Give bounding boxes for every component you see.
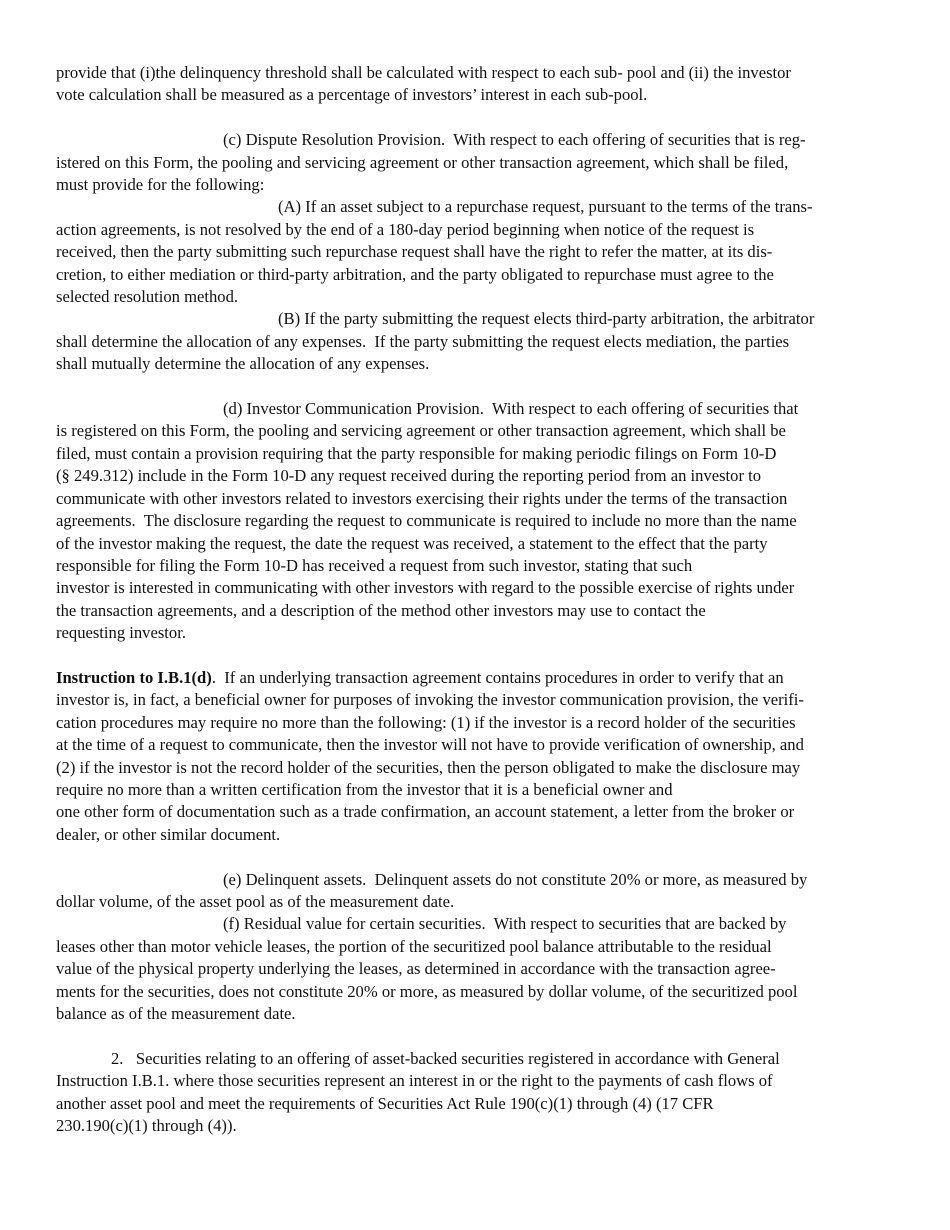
text-line: the transaction agreements, and a description of the method other investors may use to contact the: [56, 600, 706, 620]
text-line: communicate with other investors related to investors exercising their rights under the terms of the transaction: [56, 488, 788, 508]
section-e-delinquent-assets: [56, 869, 898, 914]
text-line: responsible for filing the Form 10-D has received a request from such investor, stating that such: [56, 555, 693, 575]
text-line: one other form of documentation such as a trade confirmation, an account statement, a letter from the broker or: [56, 802, 795, 822]
instruction-paragraph: [56, 667, 898, 846]
text-line: at the time of a request to communicate, then the investor will not have to provide verification of ownership, and: [56, 735, 804, 755]
instruction-first-line-text: . If an underlying transaction agreement contains procedures in order to verify that an: [211, 667, 784, 687]
text-line: another asset pool and meet the requirements of Securities Act Rule 190(c)(1) through (4) (17 CFR: [56, 1093, 714, 1113]
text-line: require no more than a written certification from the investor that it is a beneficial owner and: [56, 779, 673, 799]
text-line: 230.190(c)(1) through (4)).: [56, 1116, 237, 1136]
instruction-first-line: [56, 667, 898, 689]
intro-paragraph: [56, 62, 898, 107]
text-line: cation procedures may require no more than the following: (1) if the investor is a record holder of the securities: [56, 712, 796, 732]
text-line: (§ 249.312) include in the Form 10-D any request received during the reporting period from an investor to: [56, 466, 762, 486]
section-c-item-a: [56, 196, 898, 308]
text-line: value of the physical property underlying the leases, as determined in accordance with the transaction agree-: [56, 959, 776, 979]
item-b-heading-line: (B) If the party submitting the request elects third-party arbitration, the arbitrator: [278, 309, 815, 329]
instruction-label: Instruction to I.B.1(d): [56, 667, 212, 687]
text-line: of the investor making the request, the date the request was received, a statement to the effect that the party: [56, 533, 768, 553]
text-line: action agreements, is not resolved by the end of a 180-day period beginning when notice of the request is: [56, 219, 755, 239]
section-e-heading-line: (e) Delinquent assets. Delinquent assets do not constitute 20% or more, as measured by: [223, 869, 808, 889]
paragraph-gap: [56, 1025, 898, 1047]
section-c-dispute-resolution: [56, 129, 898, 196]
text-line: agreements. The disclosure regarding the request to communicate is required to include no more than the name: [56, 511, 797, 531]
paragraph-gap: [56, 846, 898, 868]
text-line: must provide for the following:: [56, 175, 265, 195]
paragraph-gap: [56, 376, 898, 398]
section-c-item-b: [56, 308, 898, 375]
text-line: requesting investor.: [56, 623, 186, 643]
text-line: istered on this Form, the pooling and servicing agreement or other transaction agreement, which shall be filed,: [56, 152, 789, 172]
paragraph-gap: [56, 645, 898, 667]
text-line: provide that (i)the delinquency threshold shall be calculated with respect to each sub- pool and (ii) the investor: [56, 63, 791, 82]
section-d-investor-communication: [56, 398, 898, 644]
text-line: leases other than motor vehicle leases, the portion of the securitized pool balance attributable to the residual: [56, 936, 772, 956]
text-line: balance as of the measurement date.: [56, 1004, 296, 1023]
text-line: ments for the securities, does not constitute 20% or more, as measured by dollar volume, of the securitized pool: [56, 981, 798, 1001]
section-f-heading-line: (f) Residual value for certain securities. With respect to securities that are backed by: [223, 914, 787, 934]
text-line: shall mutually determine the allocation of any expenses.: [56, 354, 430, 374]
text-line: dealer, or other similar document.: [56, 824, 281, 844]
text-line: filed, must contain a provision requiring that the party responsible for making periodic filings on Form 10-D: [56, 443, 777, 463]
text-line: (2) if the investor is not the record holder of the securities, then the person obligated to make the disclosure may: [56, 757, 801, 777]
text-line: dollar volume, of the asset pool as of the measurement date.: [56, 891, 455, 911]
text-line: received, then the party submitting such repurchase request shall have the right to refer the matter, at its dis-: [56, 242, 773, 262]
section-c-heading-line: (c) Dispute Resolution Provision. With respect to each offering of securities that is reg-: [223, 130, 806, 150]
text-line: shall determine the allocation of any expenses. If the party submitting the request elects mediation, the parties: [56, 331, 790, 351]
text-line: vote calculation shall be measured as a percentage of investors’ interest in each sub-pool.: [56, 85, 648, 105]
document-page: [56, 62, 898, 1137]
text-line: investor is, in fact, a beneficial owner for purposes of invoking the investor communication provision, the verifi-: [56, 690, 804, 710]
text-line: selected resolution method.: [56, 287, 239, 307]
text-line: cretion, to either mediation or third-party arbitration, and the party obligated to repurchase must agree to the: [56, 264, 774, 284]
section-f-residual-value: [56, 913, 898, 1025]
paragraph-gap: [56, 107, 898, 129]
section-2-paragraph: [56, 1048, 898, 1138]
text-line: investor is interested in communicating with other investors with regard to the possible exercise of rights under: [56, 578, 795, 598]
section-d-heading-line: (d) Investor Communication Provision. With respect to each offering of securities that: [223, 399, 799, 419]
text-line: Instruction I.B.1. where those securities represent an interest in or the right to the payments of cash flows of: [56, 1071, 773, 1091]
section-2-heading-line: 2. Securities relating to an offering of asset-backed securities registered in accordance with General: [111, 1048, 780, 1068]
item-a-heading-line: (A) If an asset subject to a repurchase request, pursuant to the terms of the trans-: [278, 197, 813, 217]
text-line: is registered on this Form, the pooling and servicing agreement or other transaction agreement, which shall be: [56, 421, 786, 441]
